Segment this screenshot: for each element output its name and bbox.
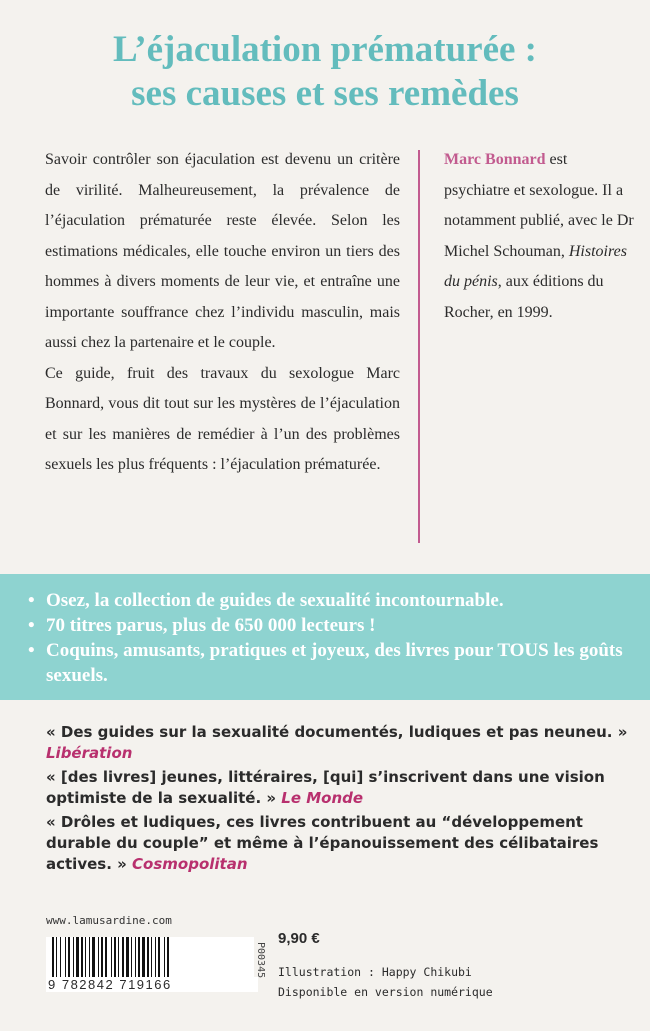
barcode-bar <box>122 937 124 977</box>
author-name: Marc Bonnard <box>444 151 546 168</box>
isbn-number: 9 782842 719166 <box>46 977 258 992</box>
barcode-bar <box>111 937 112 977</box>
barcode-bar <box>118 937 119 977</box>
barcode-bar <box>81 937 83 977</box>
column-divider <box>418 150 420 543</box>
author-book-title: Histoires du pénis <box>444 242 627 290</box>
description <box>45 145 400 481</box>
book-title <box>0 28 650 116</box>
press-quotes <box>46 722 636 878</box>
barcode-bar <box>60 937 61 977</box>
quote-source: Le Monde <box>281 789 364 807</box>
barcode-bar <box>138 937 140 977</box>
barcode-bar <box>68 937 70 977</box>
quote-source: Libération <box>46 744 133 762</box>
barcode-bar <box>52 937 54 977</box>
title-line-2: ses causes et ses remèdes <box>131 73 519 114</box>
bullet-icon: • <box>28 615 35 636</box>
barcode-bar <box>73 937 74 977</box>
author-bio-text-2: , aux éditions du Rocher, en 1999. <box>444 273 604 321</box>
press-quote: « Des guides sur la sexualité documentés, ludiques et pas neuneu. » Libération <box>46 723 628 762</box>
barcode-bar <box>147 937 149 977</box>
barcode-bar <box>114 937 116 977</box>
barcode-bar <box>89 937 90 977</box>
barcode-bar <box>131 937 132 977</box>
barcode-bar <box>155 937 156 977</box>
description-paragraph-2: Ce guide, fruit des travaux du sexologue Marc Bonnard, vous dit tout sur les mystères de l’éjaculation et sur les manières de remédier à l’un des problèmes sexuels les plus fréquents : l’éjaculation prématurée. <box>45 364 400 473</box>
barcode-bar <box>101 937 103 977</box>
banner-item: • Osez, la collection de guides de sexualité incontournable. <box>28 590 504 611</box>
barcode-bar <box>56 937 57 977</box>
barcode-bar <box>158 937 160 977</box>
collection-banner <box>0 574 650 700</box>
banner-item: • Coquins, amusants, pratiques et joyeux, des livres pour TOUS les goûts sexuels. <box>28 640 623 686</box>
barcode-bar <box>167 937 169 977</box>
barcode-bar <box>142 937 145 977</box>
product-code: P00345 <box>255 942 266 979</box>
publisher-website: www.lamusardine.com <box>46 914 172 927</box>
barcode-bar <box>135 937 136 977</box>
press-quote: « [des livres] jeunes, littéraires, [qui] s’inscrivent dans une vision optimiste de la sexualité. » Le Monde <box>46 768 605 807</box>
credits <box>278 962 638 1002</box>
digital-availability: Disponible en version numérique <box>278 985 493 999</box>
bullet-icon: • <box>28 590 35 611</box>
description-paragraph-1: Savoir contrôler son éjaculation est devenu un critère de virilité. Malheureusement, la prévalence de l’éjaculation prématurée reste élevée. Selon les estimations médicales, elle touche environ un tiers des hommes à divers moments de leur vie, et entraîne une importante souffrance chez l’individu masculin, mais aussi chez la partenaire et le couple. <box>45 151 400 351</box>
quote-source: Cosmopolitan <box>132 855 248 873</box>
barcode-bar <box>76 937 79 977</box>
author-bio <box>444 145 634 328</box>
barcode-bar <box>85 937 86 977</box>
barcode-bar <box>151 937 152 977</box>
price: 9,90 € <box>278 930 320 947</box>
illustration-credit: Illustration : Happy Chikubi <box>278 965 472 979</box>
barcode-bar <box>126 937 129 977</box>
barcode-bar <box>164 937 165 977</box>
banner-item: • 70 titres parus, plus de 650 000 lecteurs ! <box>28 615 376 636</box>
barcode-bar <box>98 937 99 977</box>
barcode-bar <box>92 937 95 977</box>
press-quote: « Drôles et ludiques, ces livres contribuent au “développement durable du couple” et même à l’épanouissement des célibataires actives. » Cosmopolitan <box>46 813 599 873</box>
title-line-1: L’éjaculation prématurée : <box>112 29 538 70</box>
barcode-bar <box>105 937 107 977</box>
author-bio-text-1: est psychiatre et sexologue. Il a notamment publié, avec le Dr Michel Schouman, <box>444 151 634 260</box>
barcode-bar <box>65 937 66 977</box>
bullet-icon: • <box>28 640 35 661</box>
